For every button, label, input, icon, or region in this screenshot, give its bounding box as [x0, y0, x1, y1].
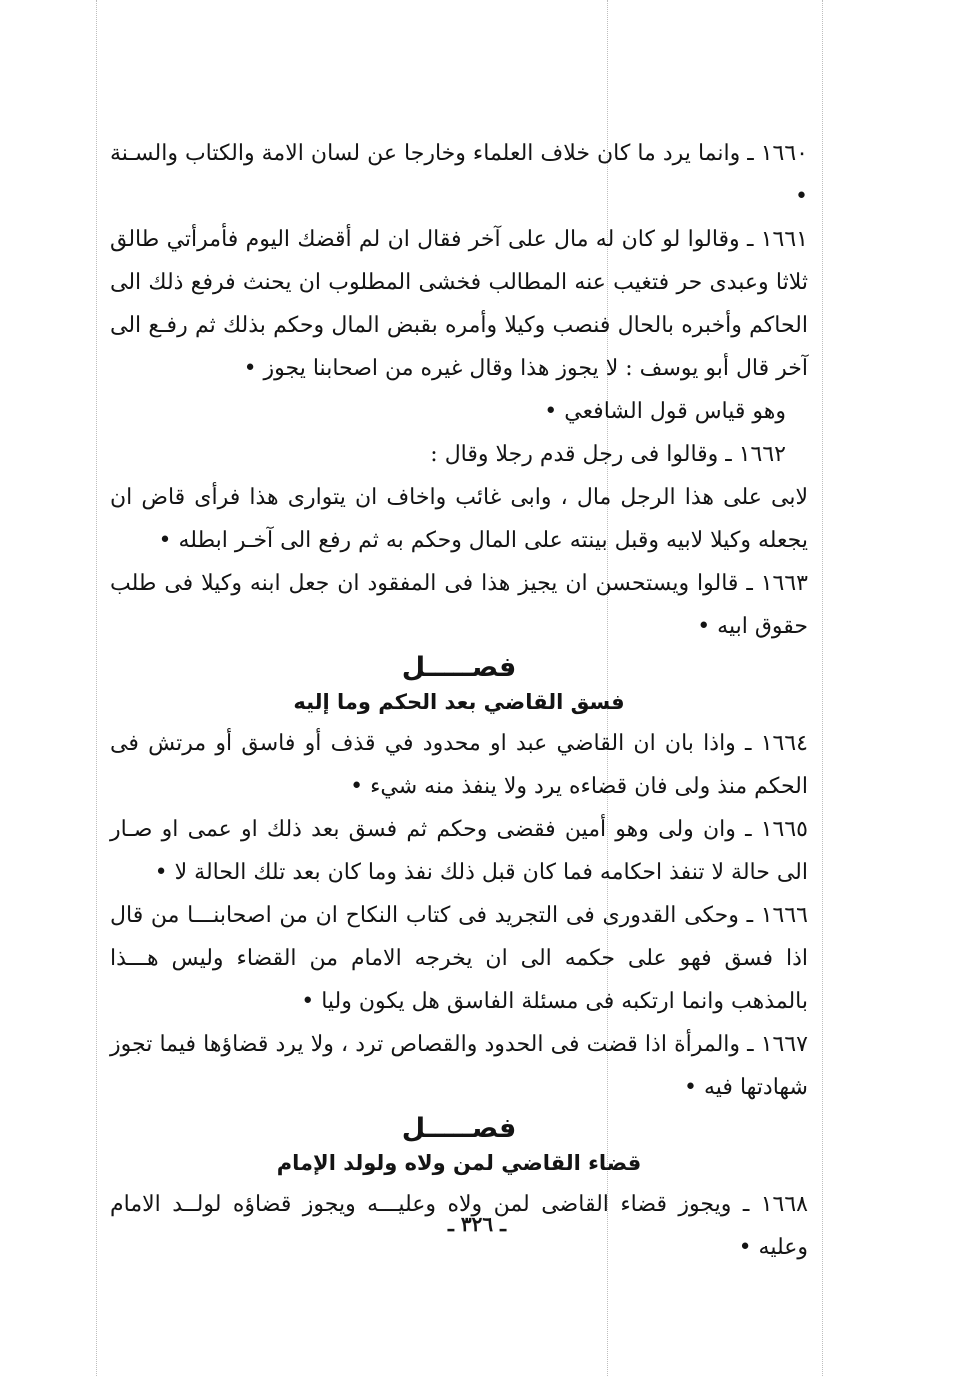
section-title: فسق القاضي بعد الحكم وما إليه — [293, 690, 625, 714]
paragraph-quote: لابى على هذا الرجل مال ، وابى غائب واخاف ان يتوارى هذا فرأى قاض ان يجعله وكيلا لابيه وقبل بينته على المال وحكم به ثم رفع الى آخـر ابطله • — [110, 485, 808, 553]
paragraph-note: وهو قياس قول الشافعي • — [544, 399, 786, 424]
page-body — [110, 132, 808, 1269]
paragraph-1664: ١٦٦٤ ـ واذا بان ان القاضي عبد او محدود في قذف أو فاسق أو مرتش فى الحكم منذ ولى فان قضاءه يرد ولا ينفذ منه شيء • — [110, 731, 808, 799]
paragraph-1668: ١٦٦٨ ـ ويجوز قضاء القاضى لمن ولاه وعليـــه ويجوز قضاؤه لولــد الامام وعليه • — [110, 1192, 808, 1260]
section-word: فصـــــل — [401, 1113, 517, 1144]
paragraph-1666: ١٦٦٦ ـ وحكى القدورى فى التجريد فى كتاب النكاح ان من اصحابنـــا من قال اذا فسق فهو على حكمه الى ان يخرجه الامام من القضاء وليس هـــذا بالمذهب وانما ارتكبه فى مسئلة الفاسق هل يكون وليا • — [110, 903, 808, 1014]
paragraph-1660: ١٦٦٠ ـ وانما يرد ما كان خلاف العلماء وخارجا عن لسان الامة والكتاب والسـنة • — [110, 141, 808, 209]
section-word: فصـــــل — [401, 652, 517, 683]
section-heading-2 — [110, 1111, 808, 1179]
paragraph-1667: ١٦٦٧ ـ والمرأة اذا قضت فى الحدود والقصاص ترد ، ولا يرد قضاؤها فيما تجوز شهادتها فيه • — [110, 1032, 808, 1100]
paragraph-1662: ١٦٦٢ ـ وقالوا فى رجل قدم رجلا وقال : — [430, 442, 786, 467]
section-heading-1 — [110, 650, 808, 718]
section-title: قضاء القاضي لمن ولاه ولولد الإمام — [276, 1151, 642, 1175]
paragraph-1663: ١٦٦٣ ـ قالوا ويستحسن ان يجيز هذا فى المفقود ان جعل ابنه وكيلا فى طلب حقوق ابيه • — [110, 571, 808, 639]
paragraph-1661: ١٦٦١ ـ وقالوا لو كان له مال على آخر فقال ان لم أقضك اليوم فأمرأتي طالق ثلاثا وعبدى حر فتغيب عنه المطالب فخشى المطلوب ان يحنث فرفع ذلك الى الحاكم وأخبره بالحال فنصب وكيلا وأمره بقبض المال وحكم بذلك ثم رفـع الى آخر قال أبو يوسف : لا يجوز هذا وقال غيره من اصحابنا يجوز • — [110, 227, 808, 381]
paragraph-1665: ١٦٦٥ ـ وان ولى وهو أمين فقضى وحكم ثم فسق بعد ذلك او عمى او صـار الى حالة لا تنفذ احكامه فما كان قبل ذلك نفذ وما كان بعد تلك الحالة لا • — [110, 817, 808, 885]
scan-dotted-line — [822, 0, 823, 1376]
scan-dotted-line — [96, 0, 97, 1376]
page-number: ـ ٣٢٦ ـ — [448, 1212, 506, 1236]
